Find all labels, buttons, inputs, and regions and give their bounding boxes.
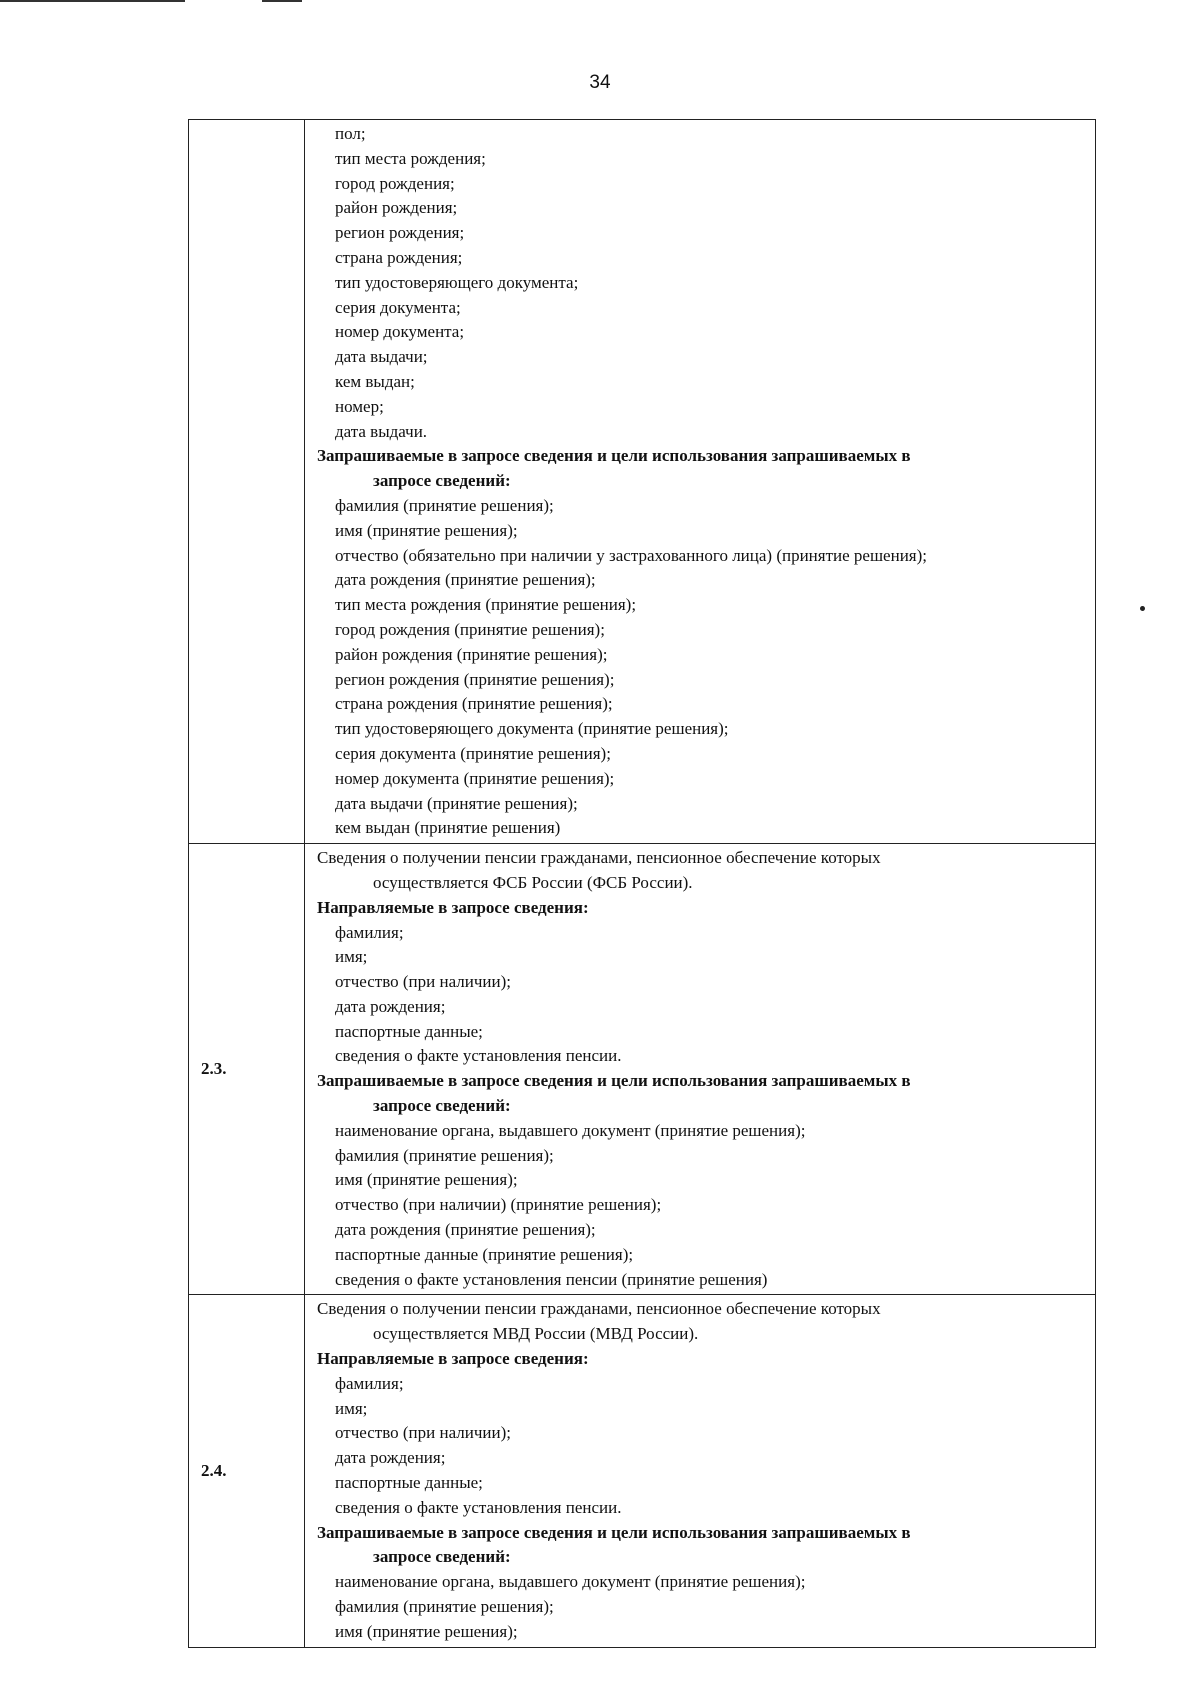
table-row [189,844,1096,1295]
list-item: отчество (при наличии); [335,1423,511,1443]
list-item: серия документа; [335,297,461,317]
list-item: кем выдан; [335,371,415,391]
list-item: тип удостоверяющего документа (принятие решения); [335,719,729,739]
list-item: номер документа (принятие решения); [335,768,615,788]
list-item: имя; [335,947,368,967]
list-item: номер документа; [335,322,465,342]
list-item: отчество (при наличии); [335,972,511,992]
section-intro-cont: осуществляется ФСБ России (ФСБ России). [373,872,693,892]
list-item: город рождения (принятие решения); [335,619,605,639]
section-heading-cont: запросе сведений: [373,1547,511,1567]
page-number: 34 [589,72,611,93]
list-item: регион рождения; [335,223,465,243]
list-item: номер; [335,396,384,416]
list-item: сведения о факте установления пенсии. [335,1497,622,1517]
list-item: паспортные данные; [335,1021,483,1041]
list-item: дата выдачи; [335,347,428,367]
list-item: фамилия (принятие решения); [335,1597,554,1617]
section-heading-cont: запросе сведений: [373,1096,511,1116]
list-item: дата выдачи. [335,421,428,441]
list-item: имя (принятие решения); [335,1621,518,1641]
row-number: 2.3. [201,1059,227,1079]
requested-list [317,1570,1085,1644]
scan-artifact-dot [1140,606,1145,611]
list-item: имя; [335,1398,368,1418]
list-item: имя (принятие решения); [335,1170,518,1190]
row-content-cell [305,120,1096,844]
table-row [189,1295,1096,1647]
list-item: паспортные данные (принятие решения); [335,1244,634,1264]
list-item: фамилия; [335,1373,404,1393]
list-item: регион рождения (принятие решения); [335,669,615,689]
list-item: дата рождения; [335,1448,446,1468]
list-item: тип места рождения; [335,148,486,168]
section-heading: Запрашиваемые в запросе сведения и цели использования запрашиваемых в [317,1522,911,1542]
list-item: кем выдан (принятие решения) [335,818,561,838]
list-item: район рождения; [335,198,458,218]
list-item: тип места рождения (принятие решения); [335,595,637,615]
section-heading: Запрашиваемые в запросе сведения и цели использования запрашиваемых в [317,446,911,466]
section-intro-cont: осуществляется МВД России (МВД России). [373,1324,699,1344]
list-item: дата выдачи (принятие решения); [335,793,578,813]
sent-list [317,1372,1085,1521]
scan-artifact-line [262,0,302,2]
row-number-cell [189,1295,305,1647]
list-item: имя (принятие решения); [335,520,518,540]
row-content-cell [305,844,1096,1295]
list-item: наименование органа, выдавшего документ (принятие решения); [335,1120,806,1140]
sent-heading: Направляемые в запросе сведения: [317,897,589,917]
field-list [317,122,1085,444]
requested-list [317,494,1085,841]
document-table [188,119,1096,1648]
row-number: 2.4. [201,1461,227,1481]
row-number-cell [189,120,305,844]
list-item: сведения о факте установления пенсии (принятие решения) [335,1269,768,1289]
list-item: пол; [335,124,366,143]
row-content-cell [305,1295,1096,1647]
scan-artifact-line [0,0,185,2]
sent-heading: Направляемые в запросе сведения: [317,1349,589,1369]
list-item: паспортные данные; [335,1473,483,1493]
list-item: наименование органа, выдавшего документ (принятие решения); [335,1572,806,1592]
section-intro: Сведения о получении пенсии гражданами, пенсионное обеспечение которых [317,1299,881,1319]
list-item: тип удостоверяющего документа; [335,272,579,292]
list-item: город рождения; [335,173,455,193]
list-item: дата рождения; [335,996,446,1016]
row-number-cell [189,844,305,1295]
list-item: фамилия (принятие решения); [335,1145,554,1165]
list-item: сведения о факте установления пенсии. [335,1046,622,1066]
list-item: страна рождения (принятие решения); [335,694,613,714]
list-item: отчество (обязательно при наличии у застрахованного лица) (принятие решения); [335,545,928,565]
table-row [189,120,1096,844]
section-intro: Сведения о получении пенсии гражданами, пенсионное обеспечение которых [317,848,881,868]
list-item: дата рождения (принятие решения); [335,570,596,590]
list-item: фамилия (принятие решения); [335,495,554,515]
list-item: отчество (при наличии) (принятие решения); [335,1195,662,1215]
sent-list [317,921,1085,1070]
section-heading-cont: запросе сведений: [373,471,511,491]
list-item: фамилия; [335,922,404,942]
list-item: страна рождения; [335,247,463,267]
list-item: район рождения (принятие решения); [335,644,608,664]
list-item: серия документа (принятие решения); [335,743,611,763]
list-item: дата рождения (принятие решения); [335,1220,596,1240]
requested-list [317,1119,1085,1293]
section-heading: Запрашиваемые в запросе сведения и цели использования запрашиваемых в [317,1071,911,1091]
